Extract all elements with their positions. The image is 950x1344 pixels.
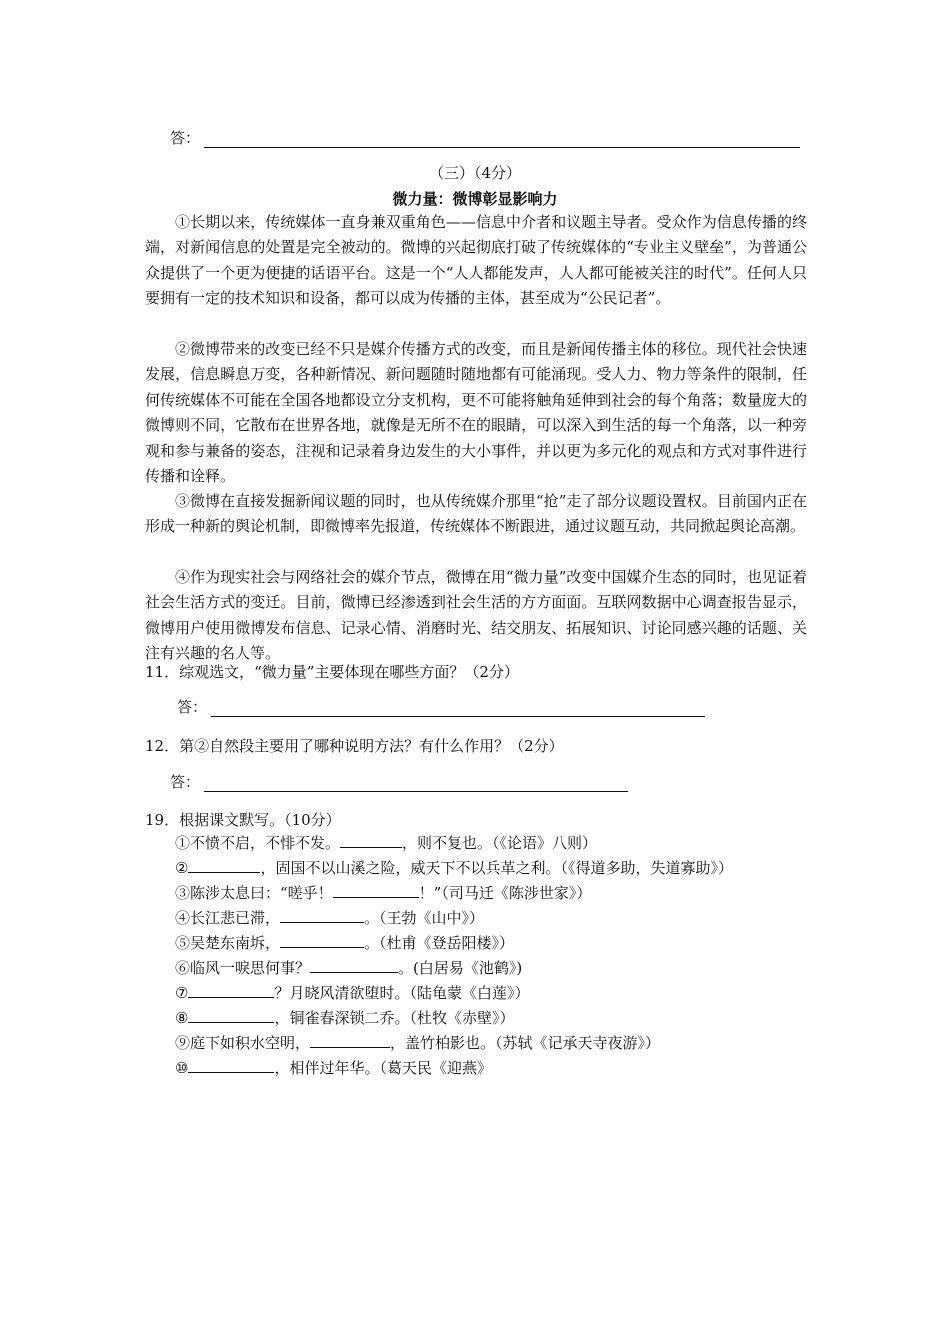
fill-blank[interactable] [310, 1031, 390, 1048]
fill-blank[interactable] [310, 956, 398, 973]
fill-blank[interactable] [188, 981, 274, 998]
list-item: ④长江悲已滞， 。（王勃《山中》） [145, 906, 810, 931]
paragraph-4: ④作为现实社会与网络社会的媒介节点，微博在用“微力量”改变中国媒介生态的同时，也见证着社会生活方式的变迁。目前，微博已经渗透到社会生活的方方面面。互联网数据中心调查报告显示，微博用户使用微博发布信息、记录心情、消磨时光、结交朋友、拓展知识、讨论同感兴趣的话题、关注有兴趣的名人等。 [145, 568, 807, 663]
answer-line-top [170, 128, 800, 148]
fill-blank[interactable] [333, 881, 419, 898]
answer-blank[interactable] [204, 131, 800, 148]
answer-blank[interactable] [211, 700, 705, 717]
paragraph-1: ①长期以来，传统媒体一直身兼双重角色——信息中介者和议题主导者。受众作为信息传播的终端，对新闻信息的处置是完全被动的。微博的兴起彻底打破了传统媒体的“专业主义壁垒”，为普通公众提供了一个更为便捷的话语平台。这是一个“人人都能发声，人人都可能被关注的时代”。任何人只要拥有一定的技术知识和设备，都可以成为传播的主体，甚至成为“公民记者”。 [145, 213, 807, 308]
answer-blank[interactable] [204, 775, 628, 792]
fill-blank[interactable] [280, 906, 364, 923]
list-item: ⑧ ，铜雀春深锁二乔。（杜牧《赤壁》） [145, 1006, 810, 1031]
fill-blank[interactable] [340, 831, 402, 848]
fill-blank[interactable] [280, 931, 364, 948]
recitation-list [145, 831, 810, 1081]
section-heading: （三）（4分） [428, 164, 522, 182]
list-item: ⑨庭下如积水空明， ，盖竹柏影也。（苏轼《记承天寺夜游》） [145, 1031, 810, 1056]
answer-label: 答： [170, 773, 201, 791]
fill-blank[interactable] [188, 1056, 274, 1073]
fill-blank[interactable] [188, 1006, 274, 1023]
article-title: 微力量：微博彰显影响力 [392, 190, 558, 208]
list-item: ⑦ ？月晓风清欲堕时。（陆龟蒙《白莲》） [145, 981, 810, 1006]
question-12: 12．第②自然段主要用了哪种说明方法？有什么作用？（2分） [145, 737, 564, 755]
question-11: 11．综观选文，“微力量”主要体现在哪些方面？（2分） [145, 663, 519, 681]
answer-label: 答： [177, 698, 208, 716]
list-item: ⑥临风一唳思何事？ 。(白居易《池鹤》) [145, 956, 810, 981]
paragraph-3: ③微博在直接发掘新闻议题的同时，也从传统媒介那里“抢”走了部分议题设置权。目前国内正在形成一种新的舆论机制，即微博率先报道，传统媒体不断跟进，通过议题互动，共同掀起舆论高潮。 [145, 492, 807, 536]
list-item: ⑩ ，相伴过年华。（葛天民《迎燕》 [145, 1056, 810, 1081]
list-item: ③陈涉太息曰：“嗟乎！ ！”（司马迁《陈涉世家》） [145, 881, 810, 906]
answer-line-q11 [177, 697, 705, 717]
list-item: ①不愤不启，不悱不发。 ，则不复也。（《论语》八则） [145, 831, 810, 856]
list-item: ⑤吴楚东南坼， 。（杜甫《登岳阳楼》） [145, 931, 810, 956]
list-item: ② ，固国不以山溪之险，威天下不以兵革之利。（《得道多助，失道寡助》） [145, 856, 810, 881]
answer-label: 答： [170, 129, 201, 147]
answer-line-q12 [170, 772, 628, 792]
fill-blank[interactable] [188, 856, 260, 873]
question-19: 19．根据课文默写。（10分） [145, 811, 341, 829]
paragraph-2: ②微博带来的改变已经不只是媒介传播方式的改变，而且是新闻传播主体的移位。现代社会快速发展，信息瞬息万变，各种新情况、新问题随时随地都有可能涌现。受人力、物力等条件的限制，任何传统媒体不可能在全国各地都设立分支机构，更不可能将触角延伸到社会的每个角落；数量庞大的微博则不同，它散布在世界各地，就像是无所不在的眼睛，可以深入到生活的每一个角落，以一种旁观和参与兼备的姿态，注视和记录着身边发生的大小事件，并以更为多元化的观点和方式对事件进行传播和诠释。 [145, 340, 807, 486]
